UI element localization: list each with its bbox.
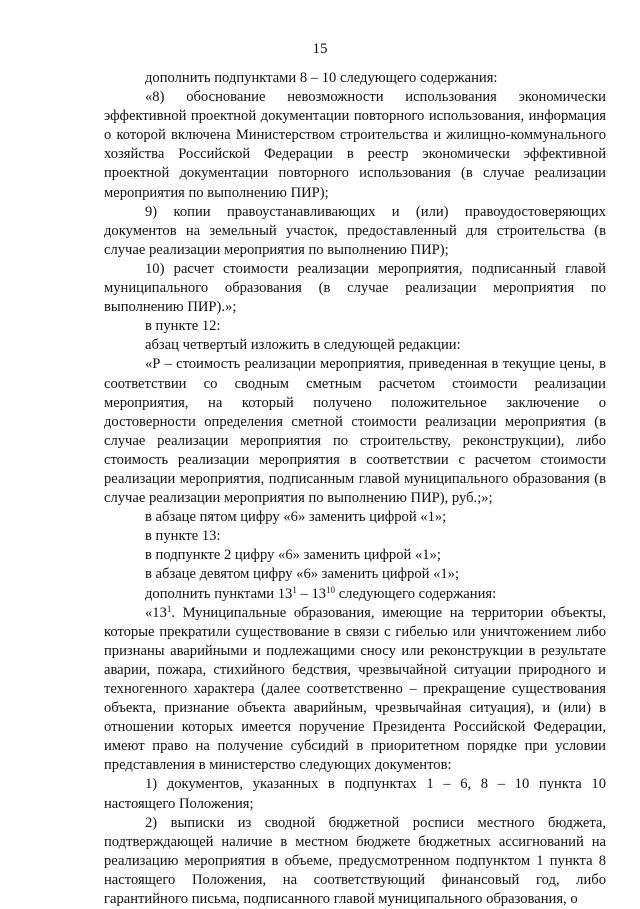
superscript: 10 (326, 584, 336, 595)
paragraph: абзац четвертый изложить в следующей редакции: (145, 337, 461, 354)
paragraph: 9) копии правоустанавливающих и (или) правоудостоверяющих документов на земельный участок, предоставленный для строительства (в случае реализации мероприятия по выполнению ПИР); (104, 203, 606, 258)
paragraph: в пункте 12: (145, 318, 221, 335)
paragraph (104, 604, 606, 776)
paragraph: в абзаце девятом цифру «6» заменить цифрой «1»; (145, 566, 460, 583)
text-run: «13 (145, 604, 167, 621)
paragraph: в абзаце пятом цифру «6» заменить цифрой «1»; (145, 509, 447, 526)
text-run: следующего содержания: (335, 585, 497, 602)
superscript: 1 (166, 603, 172, 614)
text-run: . Муниципальные образования, имеющие на территории объекты, которые прекратили существование в связи с гибелью или уничтожением либо признаны аварийными и подлежащими сносу или реконструкции в результате аварии, пожара, стихийного бедствия, чрезвычайной ситуации природного и техногенного характера (далее соответственно – прекращение существования объекта, признание объекта аварийным, чрезвычайная ситуация), и (или) в отношении которых имеется поручение Президента Российской Федерации, имеют право на получение субсидий в приоритетном порядке при условии представления в министерство следующих документов: (104, 604, 606, 774)
paragraph (104, 585, 606, 604)
page-number: 15 (312, 41, 328, 57)
text-run: дополнить пунктами 13 (145, 585, 293, 602)
paragraph: дополнить подпунктами 8 – 10 следующего содержания: (145, 70, 498, 86)
paragraph: 2) выписки из сводной бюджетной росписи местного бюджета, подтверждающей наличие в местном бюджете бюджетных ассигнований на реализацию мероприятия в объеме, предусмотренном подпунктом 1 пункта 8 настоящего Положения, на соответствующий финансовый год, либо гарантийного письма, подписанного главой муниципального образования, о (104, 814, 606, 908)
paragraph: «Р – стоимость реализации мероприятия, приведенная в текущие цены, в соответствии со сводным сметным расчетом стоимости реализации мероприятия, на который получено положительное заключение о достоверности определения сметной стоимости реализации мероприятия (в случае реализации мероприятия по строительству, реконструкции), либо стоимость реализации мероприятия в соответствии с расчетом стоимости реализации мероприятия, подписанным главой муниципального образования (в случае реализации мероприятия по выполнению ПИР), руб.;»; (104, 356, 606, 507)
text-run: – 13 (296, 585, 327, 602)
paragraph: 1) документов, указанных в подпунктах 1 – 6, 8 – 10 пункта 10 настоящего Положения; (104, 776, 606, 812)
paragraph: в пункте 13: (145, 528, 221, 545)
paragraph: «8) обоснование невозможности использования экономически эффективной проектной документации повторного использования, информация о которой включена Министерством строительства и жилищно-коммунального хозяйства Российской Федерации в реестр экономически эффективной проектной документации повторного использования (в случае реализации мероприятия по выполнению ПИР); (104, 89, 606, 201)
superscript: 1 (292, 584, 297, 595)
document-body (104, 69, 606, 909)
paragraph: в подпункте 2 цифру «6» заменить цифрой «1»; (145, 547, 441, 564)
paragraph: 10) расчет стоимости реализации мероприятия, подписанный главой муниципального образования (в случае реализации мероприятия по выполнению ПИР).»; (104, 260, 606, 316)
